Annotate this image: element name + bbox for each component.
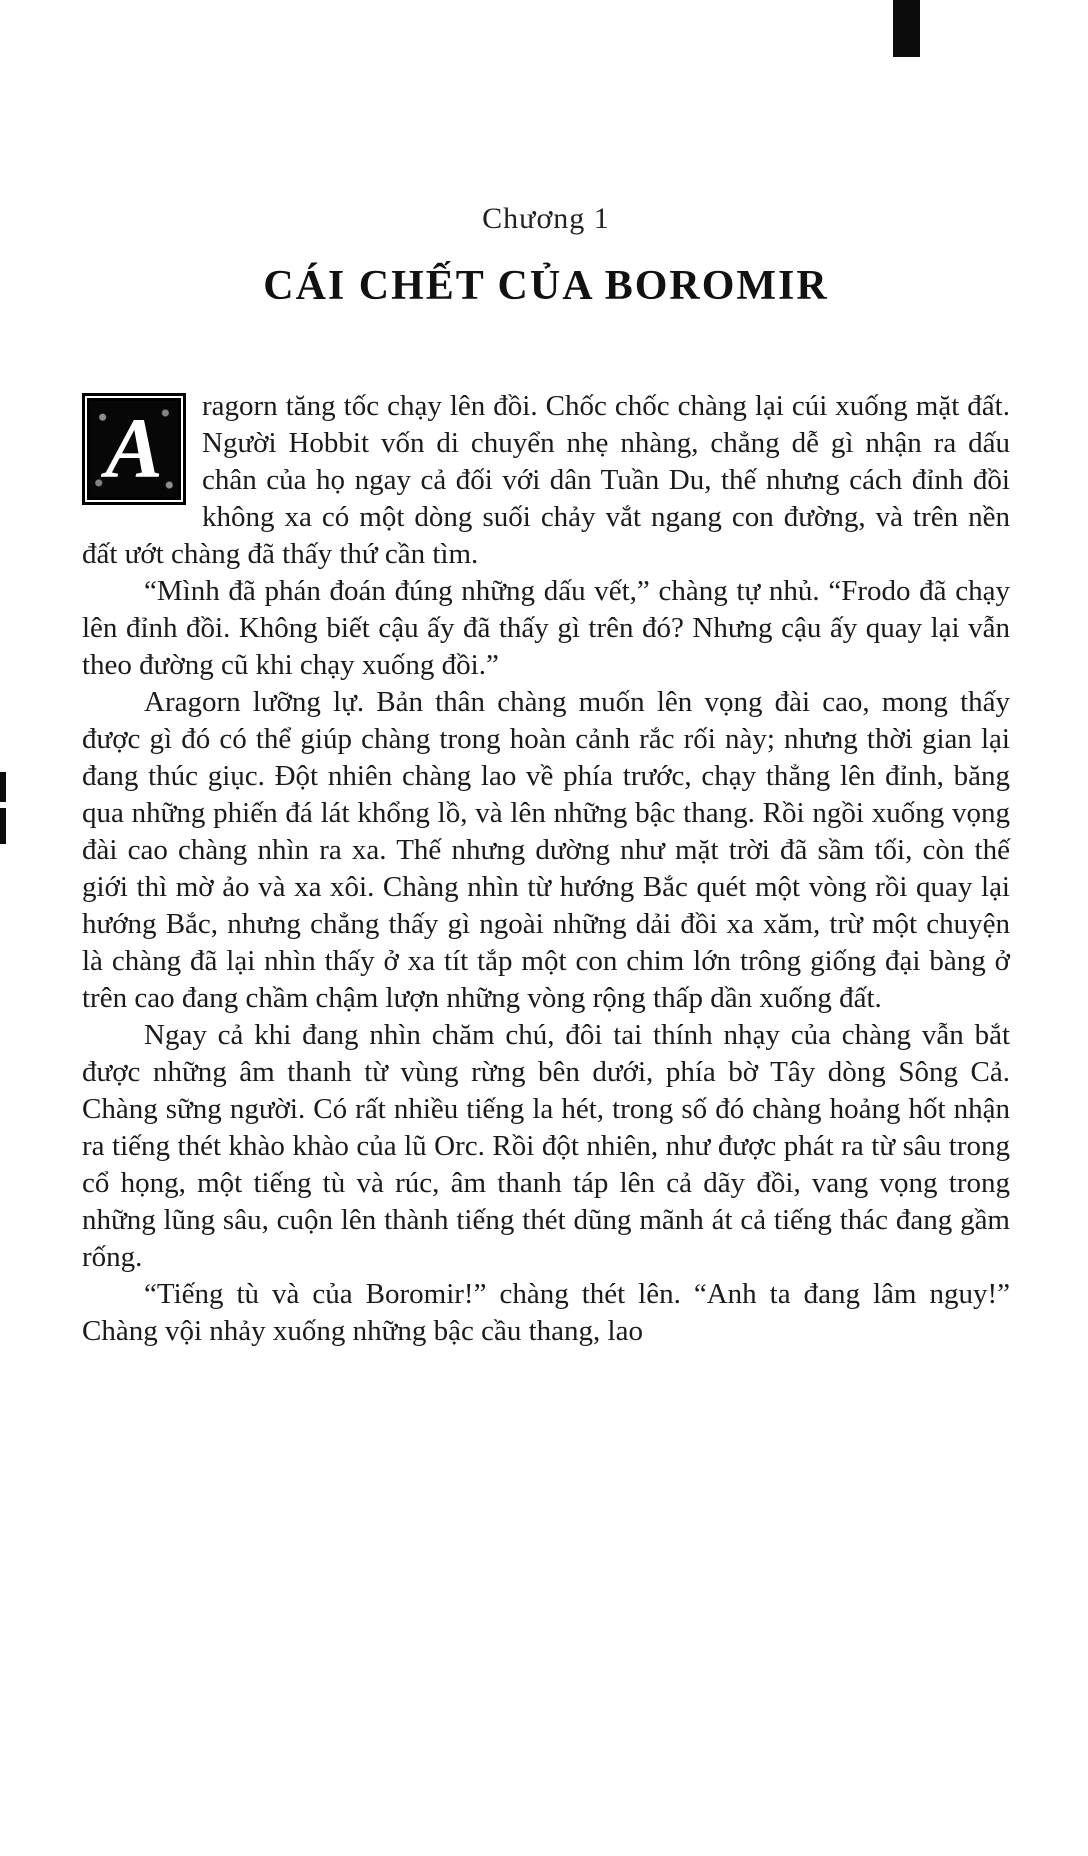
paragraph-1-text: ragorn tăng tốc chạy lên đồi. Chốc chốc chàng lại cúi xuống mặt đất. Người Hobbit vốn di chuyển nhẹ nhàng, chẳng dễ gì nhận ra dấu chân của họ ngay cả đối với dân Tuần Du, thế nhưng cách đỉnh đồi không xa có một dòng suối chảy vắt ngang con đường, và trên nền đất ướt chàng đã thấy thứ cần tìm. [82,390,1010,570]
paragraph-4: Ngay cả khi đang nhìn chăm chú, đôi tai thính nhạy của chàng vẫn bắt được những âm thanh từ vùng rừng bên dưới, phía bờ Tây dòng Sông Cả. Chàng sững người. Có rất nhiều tiếng la hét, trong số đó chàng hoảng hốt nhận ra tiếng thét khào khào của lũ Orc. Rồi đột nhiên, như được phát ra từ sâu trong cổ họng, một tiếng tù và rúc, âm thanh táp lên cả dãy đồi, vang vọng trong những lũng sâu, cuộn lên thành tiếng thét dũng mãnh át cả tiếng thác đang gầm rống. [82,1019,1010,1273]
paragraph-3: Aragorn lưỡng lự. Bản thân chàng muốn lên vọng đài cao, mong thấy được gì đó có thể giúp chàng trong hoàn cảnh rắc rối này; nhưng thời gian lại đang thúc giục. Đột nhiên chàng lao về phía trước, chạy thẳng lên đỉnh, băng qua những phiến đá lát khổng lồ, và lên những bậc thang. Rồi ngồi xuống vọng đài cao chàng nhìn ra xa. Thế nhưng dường như mặt trời đã sầm tối, còn thế giới thì mờ ảo và xa xôi. Chàng nhìn từ hướng Bắc quét một vòng rồi quay lại hướng Bắc, nhưng chẳng thấy gì ngoài những dải đồi xa xăm, trừ một chuyện là chàng đã lại nhìn thấy ở xa tít tắp một con chim lớn trông giống đại bàng ở trên cao đang chầm chậm lượn những vòng rộng thấp dần xuống đất. [82,686,1010,1014]
chapter-label: Chương 1 [482,202,610,235]
body-text [82,388,1010,1350]
drop-cap: A [82,393,186,505]
paragraph-5: “Tiếng tù và của Boromir!” chàng thét lên. “Anh ta đang lâm nguy!” Chàng vội nhảy xuống những bậc cầu thang, lao [82,1278,1010,1347]
paragraph-2: “Mình đã phán đoán đúng những dấu vết,” chàng tự nhủ. “Frodo đã chạy lên đỉnh đồi. Không biết cậu ấy đã thấy gì trên đó? Nhưng cậu ấy quay lại vẫn theo đường cũ khi chạy xuống đồi.” [82,575,1010,681]
paragraph-1 [82,388,1010,573]
scan-artifact-left-upper [0,772,6,802]
scan-artifact-left-lower [0,808,6,844]
page-content [82,0,1010,1350]
chapter-title: CÁI CHẾT CỦA BOROMIR [263,263,829,309]
